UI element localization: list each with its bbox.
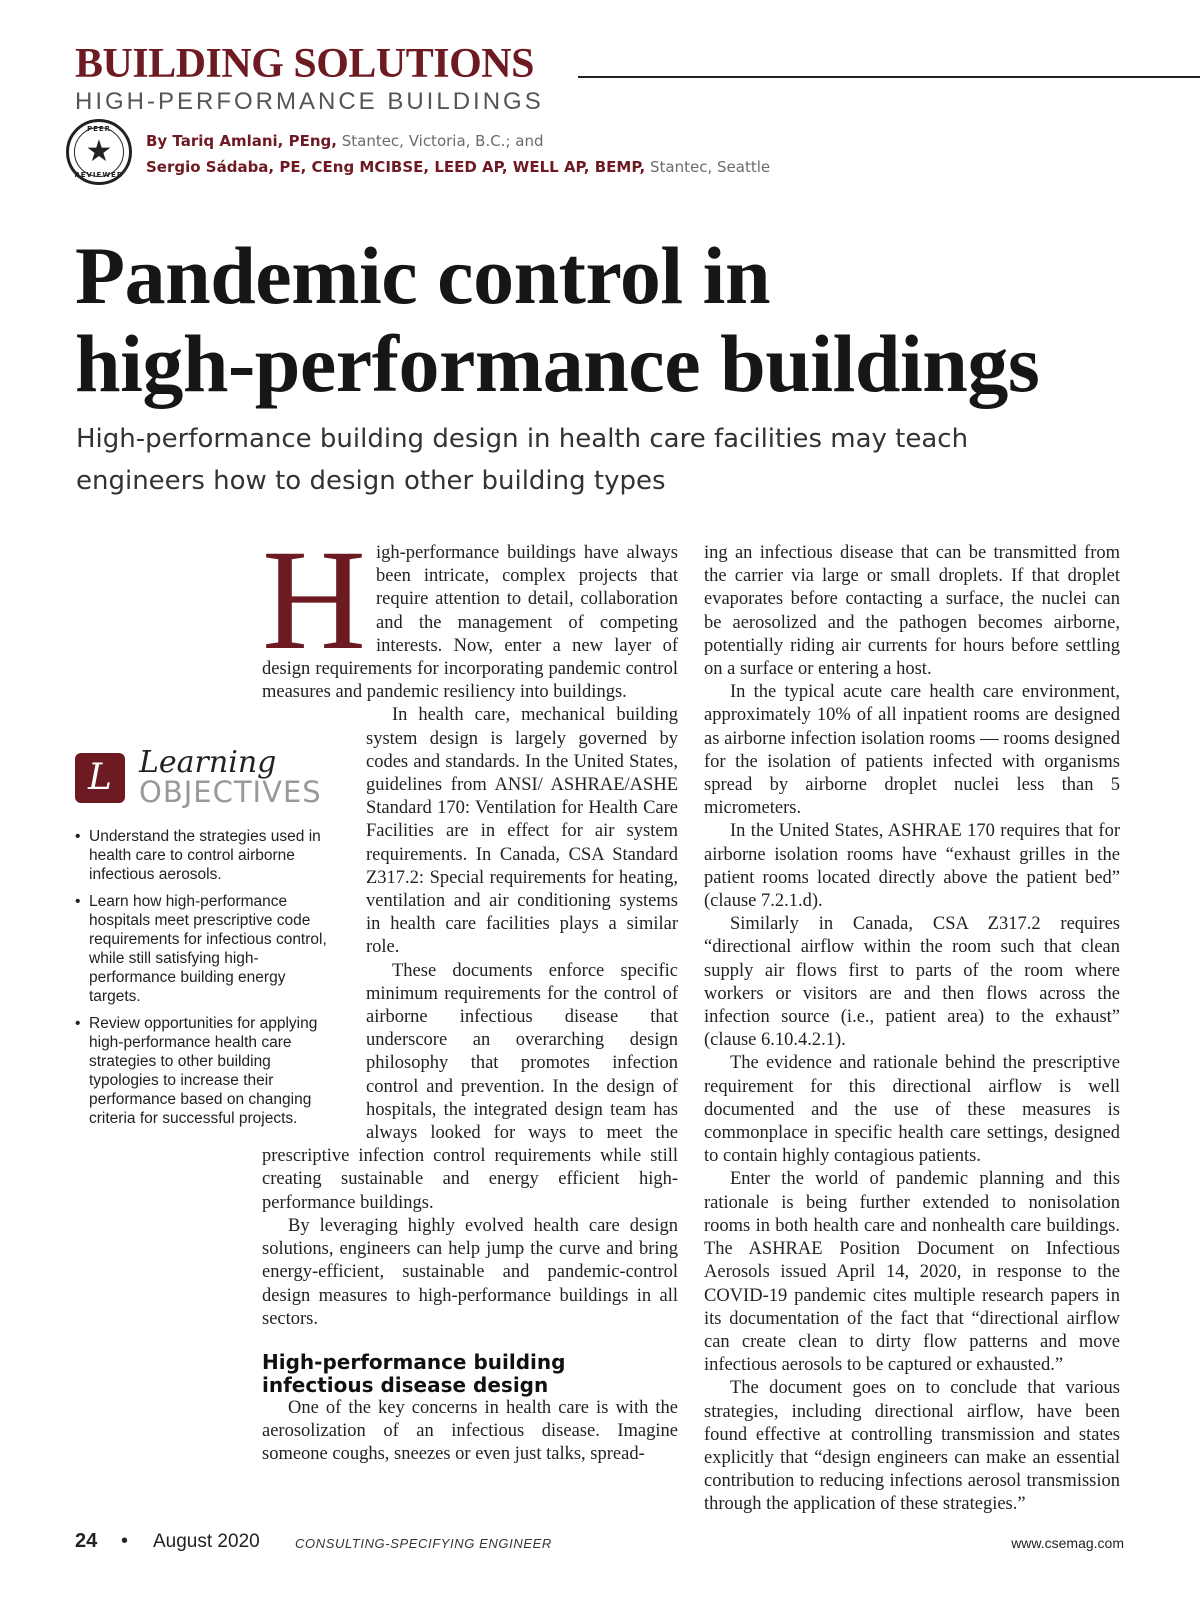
section-subhead: High-performance building infectious disease design [262, 1349, 566, 1397]
drop-cap: H [262, 521, 366, 680]
author-name: By Tariq Amlani, PEng, [146, 132, 337, 150]
author-name: Sergio Sádaba, PE, CEng MCIBSE, LEED AP, WELL AP, BEMP, [146, 158, 646, 176]
objectives-title: OBJECTIVES [139, 775, 322, 809]
paragraph: These documents enforce specific minimum requirements for the control of airborne infectious disease that underscore an overarching design philosophy that promotes infection control and prevention. In the design of hospitals, the integrated design team has always looked for ways to meet the prescriptive infection control requirements while still creating sustainable and energy efficient high-performance buildings. [262, 960, 678, 1213]
website-link[interactable]: www.csemag.com [1011, 1535, 1124, 1551]
title-line: high-performance buildings [75, 318, 1040, 409]
header-rule [578, 76, 1200, 78]
paragraph: The document goes on to conclude that various strategies, including directional airflow, have been found effective at controlling transmission and states explicitly that “design engineers can make an essential contribution to reducing infections aerosol transmission through the application of these strategies.” [704, 1378, 1120, 1515]
section-subtitle: HIGH-PERFORMANCE BUILDINGS [75, 88, 544, 115]
article-deck [76, 418, 968, 502]
publication-name: CONSULTING-SPECIFYING ENGINEER [295, 1536, 552, 1551]
objective-item: • Understand the strategies used in health care to control airborne infectious aerosols. [75, 827, 335, 884]
paragraph: In health care, mechanical building system design is largely governed by codes and standards. In the United States, guidelines from ANSI/ ASHRAE/ASHE Standard 170: Ventilation for Health Care Facilities are in effect for air system requirements. In Canada, CSA Standard Z317.2: Special requirements for heating, ventilation and air conditioning systems in health care facilities plays a similar role. [366, 705, 678, 958]
article-title [75, 232, 1039, 408]
badge-bottom-text: REVIEWED [74, 171, 124, 179]
paragraph: In the typical acute care health care environment, approximately 10% of all inpatient rooms are designed as airborne infection isolation rooms — rooms designed for the isolation of patients infected with organisms spread by airborne droplet nuclei less than 5 micrometers. [704, 682, 1120, 819]
author-affiliation: Stantec, Victoria, B.C.; and [336, 132, 544, 150]
section-header [75, 40, 1200, 116]
byline-line-1 [146, 128, 770, 154]
paragraph: ing an infectious disease that can be transmitted from the carrier via large or small droplets. If that droplet evaporates before contacting a surface, the nuclei can be aerosolized and the pathogen becomes airborne, potentially riding air currents for hours before settling on a surface or entering a host. [704, 543, 1120, 680]
issue-date: August 2020 [153, 1531, 260, 1552]
paragraph: Enter the world of pandemic planning and this rationale is being further extended to nonisolation rooms in both health care and nonhealth care buildings. The ASHRAE Position Document on Infectious Aerosols issued April 14, 2020, in response to the COVID-19 pandemic cites multiple research papers in its documentation of the fact that “directional airflow can create clean to dirty flow patterns and move infectious aerosols to be captured or exhausted.” [704, 1169, 1120, 1376]
objective-item: • Learn how high-performance hospitals meet prescriptive code requirements for infectious control, while still satisfying high-performance building energy targets. [75, 892, 335, 1006]
title-line: Pandemic control in [75, 230, 771, 321]
page-footer [75, 1530, 1124, 1558]
article-column-right [704, 542, 1120, 1517]
star-icon: ★ [85, 135, 113, 168]
paragraph: One of the key concerns in health care is with the aerosolization of an infectious disease. Imagine someone coughs, sneezes or even just talks, spread- [262, 1397, 678, 1465]
paragraph: By leveraging highly evolved health care design solutions, engineers can help jump the curve and bring energy-efficient, sustainable and pandemic-control design measures to high-performance buildings in all sectors. [262, 1215, 678, 1329]
learning-title-script: Learning [139, 745, 277, 780]
deck-line: High-performance building design in health care facilities may teach [76, 424, 969, 454]
learning-objectives-icon: L [75, 753, 125, 803]
footer-bullet: • [121, 1530, 129, 1552]
byline-line-2 [146, 154, 770, 180]
section-title: BUILDING SOLUTIONS [75, 41, 534, 87]
paragraph: igh-performance buildings have always been intricate, complex projects that require attention to detail, collaboration and the management of competing interests. Now, enter a new layer of design requirements for incorporating pandemic control measures and pandemic resiliency into buildings. [262, 543, 678, 703]
peer-reviewed-badge [66, 119, 132, 185]
paragraph: The evidence and rationale behind the prescriptive requirement for this directional airflow is well documented and the use of these measures is commonplace in specific health care settings, designed to contain highly contagious patients. [704, 1053, 1120, 1167]
page-number: 24 [75, 1530, 98, 1552]
badge-top-text: PEER [86, 125, 112, 133]
paragraph: In the United States, ASHRAE 170 requires that for airborne isolation rooms have “exhaust grilles in the patient rooms located directly above the patient bed” (clause 7.2.1.d). [704, 821, 1120, 912]
paragraph: Similarly in Canada, CSA Z317.2 requires “directional airflow within the room such that clean supply air flows first to parts of the room where workers or visitors are and then flows across the infection source (i.e., patient area) to the exhaust” (clause 6.10.4.2.1). [704, 914, 1120, 1051]
objectives-list [75, 827, 335, 1136]
author-affiliation: Stantec, Seattle [645, 158, 771, 176]
byline [146, 128, 770, 180]
objective-item: • Review opportunities for applying high-performance health care strategies to other building typologies to increase their performance based on changing criteria for successful projects. [75, 1014, 335, 1128]
deck-line: engineers how to design other building types [76, 466, 666, 496]
